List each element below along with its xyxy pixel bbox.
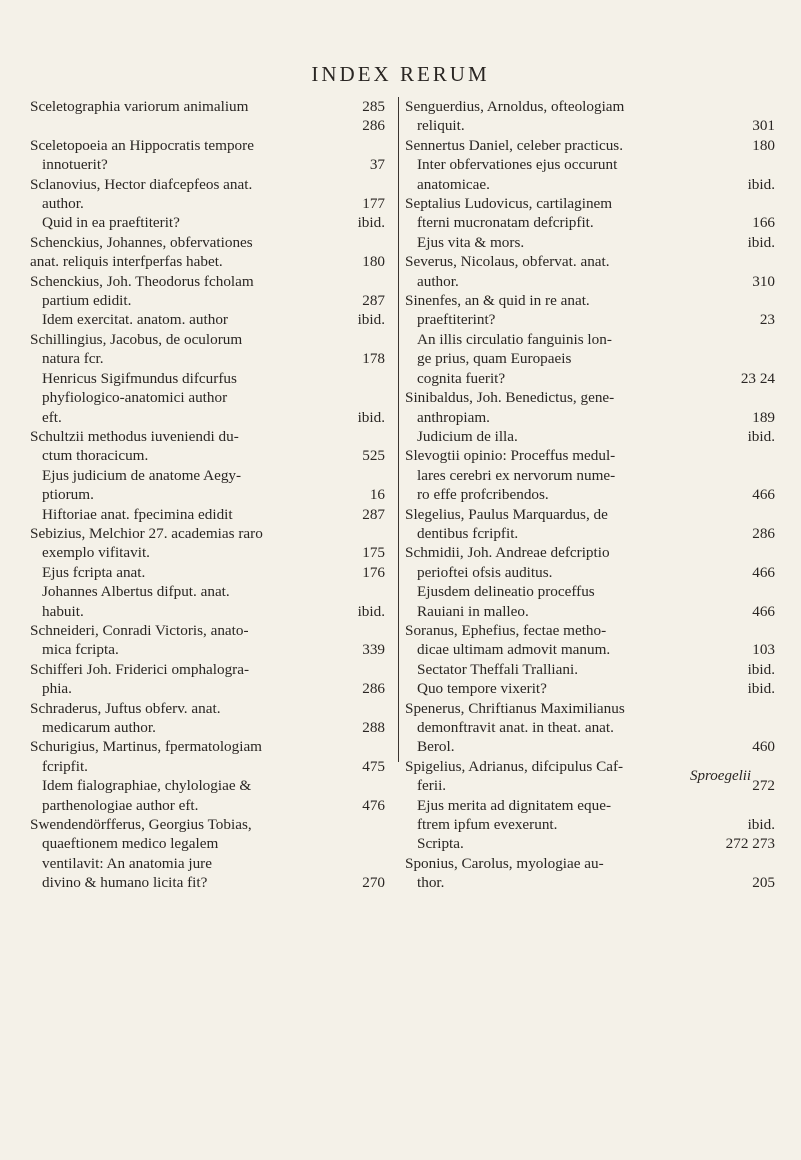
entry-text: Schenckius, Joh. Theodorus fcholam bbox=[30, 272, 254, 290]
index-entry bbox=[30, 97, 385, 136]
page-reference: 177 bbox=[362, 195, 385, 213]
page-reference: ibid. bbox=[747, 175, 775, 193]
page-reference: 175 bbox=[362, 544, 385, 562]
entry-line bbox=[30, 815, 385, 834]
index-entry bbox=[405, 446, 775, 504]
entry-line bbox=[405, 640, 775, 659]
entry-line bbox=[30, 349, 385, 368]
entry-text: reliquit. bbox=[417, 117, 465, 135]
page-reference: 189 bbox=[752, 408, 775, 426]
entry-line bbox=[30, 116, 385, 135]
entry-text: anthropiam. bbox=[417, 408, 490, 426]
index-entry bbox=[30, 737, 385, 815]
entry-line bbox=[30, 679, 385, 698]
page-reference: 301 bbox=[752, 117, 775, 135]
entry-text: ro effe profcribendos. bbox=[417, 486, 549, 504]
entry-text: Septalius Ludovicus, cartilaginem bbox=[405, 195, 613, 213]
index-entry bbox=[30, 136, 385, 175]
entry-text: Idem exercitat. anatom. author bbox=[42, 311, 228, 329]
entry-text: Sebizius, Melchior 27. academias raro bbox=[30, 524, 263, 542]
page-reference: 16 bbox=[369, 486, 385, 504]
entry-text: divino & humano licita fit? bbox=[42, 874, 208, 892]
index-entry bbox=[30, 233, 385, 272]
catchword: Sproegelii bbox=[690, 768, 752, 784]
entry-text: Johannes Albertus difput. anat. bbox=[42, 583, 230, 601]
entry-text: Judicium de illa. bbox=[417, 427, 518, 445]
entry-text: Soranus, Ephefius, fectae metho- bbox=[405, 621, 607, 639]
page-reference: 466 bbox=[752, 486, 775, 504]
entry-text: Ejusdem delineatio proceffus bbox=[417, 583, 595, 601]
page-reference: 466 bbox=[752, 602, 775, 620]
entry-text: Slevogtii opinio: Proceffus medul- bbox=[405, 447, 616, 465]
entry-text: ferii. bbox=[417, 777, 447, 795]
page-reference: 23 24 bbox=[740, 369, 775, 387]
page-reference: ibid. bbox=[357, 311, 385, 329]
entry-text: Sinibaldus, Joh. Benedictus, gene- bbox=[405, 389, 615, 407]
page-reference: 176 bbox=[362, 563, 385, 581]
page-reference: 270 bbox=[362, 874, 385, 892]
entry-line bbox=[30, 485, 385, 504]
entry-line bbox=[30, 466, 385, 485]
entry-line bbox=[405, 116, 775, 135]
entry-line bbox=[405, 602, 775, 621]
index-entry bbox=[405, 543, 775, 621]
entry-line bbox=[405, 233, 775, 252]
entry-text: mica fcripta. bbox=[42, 641, 119, 659]
entry-line bbox=[405, 718, 775, 737]
entry-line bbox=[30, 524, 385, 543]
entry-line bbox=[30, 505, 385, 524]
page-reference: ibid. bbox=[747, 233, 775, 251]
index-entry bbox=[30, 660, 385, 699]
index-entry bbox=[405, 621, 775, 699]
index-entry bbox=[30, 175, 385, 233]
entry-line bbox=[405, 679, 775, 698]
entry-line bbox=[405, 213, 775, 232]
entry-text: dicae ultimam admovit manum. bbox=[417, 641, 611, 659]
entry-line bbox=[405, 524, 775, 543]
entry-line bbox=[405, 582, 775, 601]
entry-text: lares cerebri ex nervorum nume- bbox=[417, 466, 616, 484]
entry-line bbox=[30, 272, 385, 291]
entry-text: Swendendörfferus, Georgius Tobias, bbox=[30, 816, 252, 834]
page-reference: 103 bbox=[752, 641, 775, 659]
page-reference: 466 bbox=[752, 563, 775, 581]
entry-text: Quo tempore vixerit? bbox=[417, 680, 547, 698]
entry-line bbox=[30, 737, 385, 756]
entry-line bbox=[30, 621, 385, 640]
entry-text: Hiftoriae anat. fpecimina edidit bbox=[42, 505, 233, 523]
entry-text: Schultzii methodus iuveniendi du- bbox=[30, 427, 239, 445]
entry-text: Schmidii, Joh. Andreae defcriptio bbox=[405, 544, 610, 562]
entry-text: dentibus fcripfit. bbox=[417, 524, 519, 542]
page-reference: 286 bbox=[362, 117, 385, 135]
entry-line bbox=[30, 718, 385, 737]
column-divider bbox=[398, 97, 399, 762]
index-entry bbox=[405, 505, 775, 544]
entry-text: Ejus vita & mors. bbox=[417, 233, 525, 251]
page-reference: 285 bbox=[362, 98, 385, 115]
entry-text: Schurigius, Martinus, fpermatologiam bbox=[30, 738, 262, 756]
entry-line bbox=[30, 427, 385, 446]
entry-text: Quid in ea praeftiterit? bbox=[42, 214, 180, 232]
entry-text: ventilavit: An anatomia jure bbox=[42, 854, 212, 872]
entry-text: quaeftionem medico legalem bbox=[42, 835, 219, 853]
entry-text: ge prius, quam Europaeis bbox=[417, 350, 572, 368]
entry-text: Inter obfervationes ejus occurunt bbox=[417, 156, 618, 174]
entry-line bbox=[30, 388, 385, 407]
index-entry bbox=[405, 194, 775, 252]
page-reference: 286 bbox=[752, 524, 775, 542]
page-reference: 525 bbox=[362, 447, 385, 465]
entry-text: phia. bbox=[42, 680, 72, 698]
page-reference: ibid. bbox=[747, 680, 775, 698]
entry-text: author. bbox=[417, 272, 459, 290]
entry-text: Henricus Sigifmundus difcurfus bbox=[42, 369, 237, 387]
entry-line bbox=[405, 272, 775, 291]
page-reference: 287 bbox=[362, 505, 385, 523]
entry-line bbox=[405, 155, 775, 174]
entry-line bbox=[405, 699, 775, 718]
entry-line bbox=[405, 737, 775, 756]
entry-text: Berol. bbox=[417, 738, 455, 756]
page-reference: ibid. bbox=[747, 427, 775, 445]
page-reference: 339 bbox=[362, 641, 385, 659]
page-reference: 37 bbox=[369, 156, 385, 174]
page-reference: 310 bbox=[752, 272, 775, 290]
index-entry bbox=[30, 427, 385, 524]
entry-line bbox=[30, 776, 385, 795]
entry-text: natura fcr. bbox=[42, 350, 104, 368]
entry-text: cognita fuerit? bbox=[417, 369, 506, 387]
entry-text: Sectator Theffali Tralliani. bbox=[417, 660, 578, 678]
entry-text: thor. bbox=[417, 874, 445, 892]
entry-text: Severus, Nicolaus, obfervat. anat. bbox=[405, 253, 610, 271]
entry-text: parthenologiae author eft. bbox=[42, 796, 199, 814]
entry-text: Slegelius, Paulus Marquardus, de bbox=[405, 505, 608, 523]
entry-line bbox=[30, 660, 385, 679]
entry-text: An illis circulatio fanguinis lon- bbox=[417, 330, 612, 348]
entry-line bbox=[405, 446, 775, 465]
entry-text: habuit. bbox=[42, 602, 84, 620]
entry-line bbox=[405, 485, 775, 504]
entry-line bbox=[30, 175, 385, 194]
entry-line bbox=[405, 97, 775, 116]
page-reference: ibid. bbox=[747, 816, 775, 834]
entry-line bbox=[405, 252, 775, 271]
page-reference: 180 bbox=[362, 253, 385, 271]
entry-text: ctum thoracicum. bbox=[42, 447, 149, 465]
entry-text: Schraderus, Juftus obferv. anat. bbox=[30, 699, 221, 717]
entry-text: Sennertus Daniel, celeber practicus. bbox=[405, 136, 624, 154]
entry-line bbox=[30, 854, 385, 873]
entry-line bbox=[405, 563, 775, 582]
page-reference: 23 bbox=[759, 311, 775, 329]
entry-text: Rauiani in malleo. bbox=[417, 602, 529, 620]
entry-line bbox=[30, 330, 385, 349]
entry-text: partium edidit. bbox=[42, 292, 132, 310]
entry-line bbox=[405, 466, 775, 485]
entry-line bbox=[30, 310, 385, 329]
entry-line bbox=[405, 369, 775, 388]
entry-line bbox=[405, 505, 775, 524]
index-entry bbox=[405, 291, 775, 388]
entry-text: Ejus merita ad dignitatem eque- bbox=[417, 796, 611, 814]
index-entry bbox=[405, 252, 775, 291]
entry-text: anatomicae. bbox=[417, 175, 490, 193]
entry-text: fterni mucronatam defcripfit. bbox=[417, 214, 594, 232]
page-reference: 180 bbox=[752, 136, 775, 154]
entry-line bbox=[30, 194, 385, 213]
entry-text: Ejus fcripta anat. bbox=[42, 563, 146, 581]
page-reference: 288 bbox=[362, 719, 385, 736]
entry-line bbox=[30, 446, 385, 465]
entry-text: Sceletographia variorum animalium bbox=[30, 98, 249, 115]
entry-line bbox=[30, 369, 385, 388]
page-reference: 272 273 bbox=[725, 835, 775, 853]
entry-text: Schillingius, Jacobus, de oculorum bbox=[30, 330, 243, 348]
index-entry bbox=[405, 854, 775, 893]
entry-text: medicarum author. bbox=[42, 719, 156, 736]
entry-text: Spenerus, Chriftianus Maximilianus bbox=[405, 699, 625, 717]
page-reference: 475 bbox=[362, 757, 385, 775]
entry-text: fcripfit. bbox=[42, 757, 88, 775]
entry-line bbox=[405, 291, 775, 310]
entry-line bbox=[405, 873, 775, 892]
entry-text: Schifferi Joh. Friderici omphalogra- bbox=[30, 660, 250, 678]
entry-line bbox=[30, 543, 385, 562]
page-reference: ibid. bbox=[357, 214, 385, 232]
entry-line bbox=[30, 699, 385, 718]
entry-text: Schenckius, Johannes, obfervationes bbox=[30, 233, 253, 251]
entry-text: Sclanovius, Hector diafcepfeos anat. bbox=[30, 175, 253, 193]
entry-line bbox=[405, 796, 775, 815]
page-reference: ibid. bbox=[357, 408, 385, 426]
page-reference: 286 bbox=[362, 680, 385, 698]
entry-text: Sinenfes, an & quid in re anat. bbox=[405, 292, 590, 310]
entry-text: praeftiterint? bbox=[417, 311, 496, 329]
page-reference: 460 bbox=[752, 738, 775, 756]
index-entry bbox=[405, 388, 775, 446]
page-reference: 178 bbox=[362, 350, 385, 368]
entry-line bbox=[405, 330, 775, 349]
entry-line bbox=[405, 815, 775, 834]
entry-line bbox=[30, 873, 385, 892]
entry-text: perioftei ofsis auditus. bbox=[417, 563, 553, 581]
entry-text: Scripta. bbox=[417, 835, 464, 853]
page-reference: 166 bbox=[752, 214, 775, 232]
index-entry bbox=[30, 699, 385, 738]
entry-line bbox=[405, 854, 775, 873]
index-entry bbox=[30, 524, 385, 621]
left-column bbox=[30, 97, 385, 893]
entry-line bbox=[30, 213, 385, 232]
entry-line bbox=[405, 408, 775, 427]
index-entry bbox=[30, 330, 385, 427]
index-entry bbox=[30, 815, 385, 893]
entry-line bbox=[30, 155, 385, 174]
entry-text: Senguerdius, Arnoldus, ofteologiam bbox=[405, 98, 625, 115]
page-reference: 476 bbox=[362, 796, 385, 814]
entry-text: ptiorum. bbox=[42, 486, 94, 504]
entry-line bbox=[30, 582, 385, 601]
entry-line bbox=[30, 757, 385, 776]
entry-line bbox=[30, 252, 385, 271]
entry-text: demonftravit anat. in theat. anat. bbox=[417, 719, 614, 736]
entry-text: ftrem ipfum evexerunt. bbox=[417, 816, 558, 834]
entry-text: Ejus judicium de anatome Aegy- bbox=[42, 466, 242, 484]
entry-line bbox=[405, 834, 775, 853]
entry-line bbox=[405, 349, 775, 368]
index-entry bbox=[405, 97, 775, 136]
entry-line bbox=[30, 602, 385, 621]
entry-text: author. bbox=[42, 195, 84, 213]
entry-line bbox=[405, 388, 775, 407]
index-entry bbox=[30, 621, 385, 660]
entry-line bbox=[405, 660, 775, 679]
entry-text: Idem fialographiae, chylologiae & bbox=[42, 777, 252, 795]
entry-line bbox=[30, 291, 385, 310]
entry-text: Sceletopoeia an Hippocratis tempore bbox=[30, 136, 254, 154]
entry-line bbox=[30, 563, 385, 582]
entry-text: Spigelius, Adrianus, difcipulus Caf- bbox=[405, 757, 624, 775]
entry-line bbox=[30, 834, 385, 853]
entry-line bbox=[30, 97, 385, 116]
page-reference: 205 bbox=[752, 874, 775, 892]
index-entry bbox=[30, 272, 385, 330]
entry-line bbox=[405, 136, 775, 155]
index-entry bbox=[405, 136, 775, 194]
entry-line bbox=[30, 233, 385, 252]
entry-text: eft. bbox=[42, 408, 62, 426]
entry-text: phyfiologico-anatomici author bbox=[42, 389, 228, 407]
page-reference: 287 bbox=[362, 292, 385, 310]
index-entry bbox=[405, 699, 775, 757]
entry-text: Schneideri, Conradi Victoris, anato- bbox=[30, 621, 249, 639]
page-reference: ibid. bbox=[357, 602, 385, 620]
entry-line bbox=[30, 796, 385, 815]
entry-line bbox=[30, 136, 385, 155]
page-header: INDEX RERUM bbox=[311, 62, 490, 86]
entry-line bbox=[405, 427, 775, 446]
entry-line bbox=[405, 621, 775, 640]
entry-text: innotuerit? bbox=[42, 156, 108, 174]
entry-line bbox=[405, 194, 775, 213]
entry-line bbox=[30, 640, 385, 659]
page-reference: ibid. bbox=[747, 660, 775, 678]
entry-line bbox=[405, 175, 775, 194]
entry-line bbox=[405, 310, 775, 329]
entry-line bbox=[405, 543, 775, 562]
page-reference: 272 bbox=[752, 777, 775, 795]
entry-text: exemplo vifitavit. bbox=[42, 544, 150, 562]
entry-text: Sponius, Carolus, myologiae au- bbox=[405, 854, 604, 872]
entry-line bbox=[30, 408, 385, 427]
entry-text: anat. reliquis interfperfas habet. bbox=[30, 253, 223, 271]
